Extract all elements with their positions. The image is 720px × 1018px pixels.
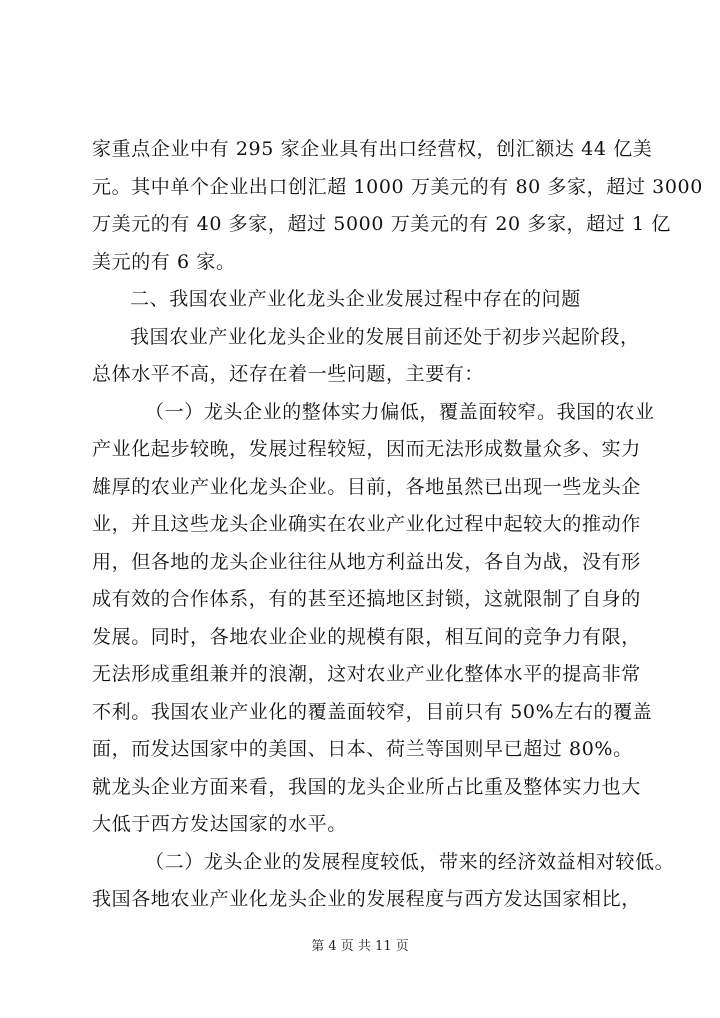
subsection-heading: （二）龙头企业的发展程度较低，带来的经济效益相对较低。 xyxy=(145,851,675,873)
body-line: 成有效的合作体系，有的甚至还搞地区封锁，这就限制了自身的 xyxy=(92,588,641,610)
body-line: 就龙头企业方面来看，我国的龙头企业所占比重及整体实力也大 xyxy=(92,776,641,798)
body-line: 无法形成重组兼并的浪潮，这对农业产业化整体水平的提高非常 xyxy=(92,663,641,685)
body-line: 万美元的有 40 多家，超过 5000 万美元的有 20 多家，超过 1 亿 xyxy=(92,213,671,235)
page-number-footer: 第 4 页 共 11 页 xyxy=(311,939,409,954)
subsection-heading: （一）龙头企业的整体实力偏低，覆盖面较窄。我国的农业 xyxy=(145,401,655,423)
body-line: 发展。同时，各地农业企业的规模有限，相互间的竞争力有限， xyxy=(92,626,641,648)
body-line: 元。其中单个企业出口创汇超 1000 万美元的有 80 多家，超过 3000 xyxy=(92,176,703,198)
body-line: 面，而发达国家中的美国、日本、荷兰等国则早已超过 80%。 xyxy=(92,738,633,760)
body-line: 大低于西方发达国家的水平。 xyxy=(92,813,347,835)
body-line: 产业化起步较晚，发展过程较短，因而无法形成数量众多、实力 xyxy=(92,438,641,460)
body-line: 雄厚的农业产业化龙头企业。目前，各地虽然已出现一些龙头企 xyxy=(92,476,641,498)
body-line: 我国农业产业化龙头企业的发展目前还处于初步兴起阶段， xyxy=(130,326,640,348)
section-heading: 二、我国农业产业化龙头企业发展过程中存在的问题 xyxy=(130,288,581,310)
body-line: 我国各地农业产业化龙头企业的发展程度与西方发达国家相比， xyxy=(92,888,641,910)
body-line: 美元的有 6 家。 xyxy=(92,251,236,273)
body-line: 总体水平不高，还存在着一些问题，主要有： xyxy=(92,363,485,385)
body-line: 业，并且这些龙头企业确实在农业产业化过程中起较大的推动作 xyxy=(92,513,641,535)
body-line: 不利。我国农业产业化的覆盖面较窄，目前只有 50%左右的覆盖 xyxy=(92,701,653,723)
body-line: 用，但各地的龙头企业往往从地方利益出发，各自为战，没有形 xyxy=(92,551,641,573)
body-line: 家重点企业中有 295 家企业具有出口经营权，创汇额达 44 亿美 xyxy=(92,138,653,160)
